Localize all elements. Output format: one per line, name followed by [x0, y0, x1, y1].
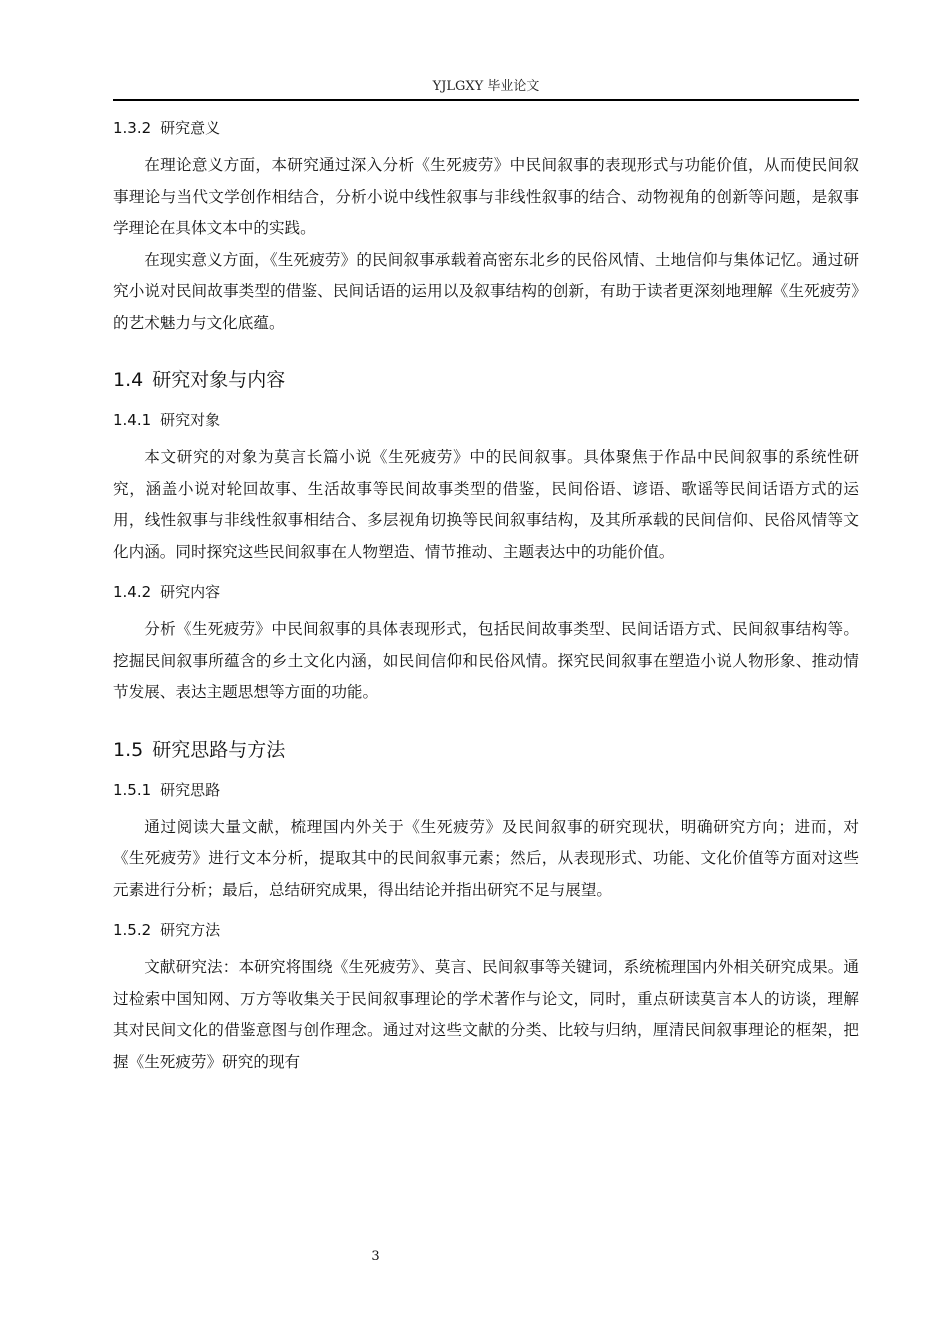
section-number: 1.3.2 — [113, 119, 152, 137]
paragraph: 本文研究的对象为莫言长篇小说《生死疲劳》中的民间叙事。具体聚焦于作品中民间叙事的系统性研究，涵盖小说对轮回故事、生活故事等民间故事类型的借鉴，民间俗语、谚语、歌谣等民间话语方式的运用，线性叙事与非线性叙事相结合、多层视角切换等民间叙事结构，及其所承载的民间信仰、民俗风情等文化内涵。同时探究这些民间叙事在人物塑造、情节推动、主题表达中的功能价值。 — [113, 448, 859, 561]
paragraph: 文献研究法：本研究将围绕《生死疲劳》、莫言、民间叙事等关键词，系统梳理国内外相关研究成果。通过检索中国知网、万方等收集关于民间叙事理论的学术著作与论文，同时，重点研读莫言本人的访谈，理解其对民间文化的借鉴意图与创作理念。通过对这些文献的分类、比较与归纳，厘清民间叙事理论的框架，把握《生死疲劳》研究的现有 — [113, 958, 859, 1071]
paragraph: 通过阅读大量文献，梳理国内外关于《生死疲劳》及民间叙事的研究现状，明确研究方向；进而，对《生死疲劳》进行文本分析，提取其中的民间叙事元素；然后，从表现形式、功能、文化价值等方面对这些元素进行分析；最后，总结研究成果，得出结论并指出研究不足与展望。 — [113, 817, 859, 899]
section-heading-1-4-1 — [113, 408, 859, 432]
paragraph: 分析《生死疲劳》中民间叙事的具体表现形式，包括民间故事类型、民间话语方式、民间叙事结构等。挖掘民间叙事所蕴含的乡土文化内涵，如民间信仰和民俗风情。探究民间叙事在塑造小说人物形象、推动情节发展、表达主题思想等方面的功能。 — [113, 620, 859, 701]
section-number: 1.4 — [113, 369, 144, 391]
header-rule — [113, 99, 859, 101]
section-number: 1.5.1 — [113, 780, 152, 799]
section-heading-1-5 — [113, 736, 859, 764]
paragraph: 在理论意义方面，本研究通过深入分析《生死疲劳》中民间叙事的表现形式与功能价值，从而使民间叙事理论与当代文学创作相结合，分析小说中线性叙事与非线性叙事的结合、动物视角的创新等问题，是叙事学理论在具体文本中的实践。 — [113, 156, 859, 237]
section-number: 1.5.2 — [113, 921, 152, 939]
section-heading-1-3-2 — [113, 116, 859, 140]
section-title: 研究对象与内容 — [152, 369, 286, 391]
paragraph: 在现实意义方面，《生死疲劳》的民间叙事承载着高密东北乡的民俗风情、土地信仰与集体记忆。通过研究小说对民间故事类型的借鉴、民间话语的运用以及叙事结构的创新，有助于读者更深刻地理解《生死疲劳》的艺术魅力与文化底蕴。 — [113, 250, 859, 332]
page-header: YJLGXY 毕业论文 — [432, 79, 540, 94]
section-heading-1-4-2 — [113, 580, 859, 604]
page-number: 3 — [371, 1249, 380, 1264]
section-title: 研究内容 — [160, 583, 221, 601]
section-title: 研究思路与方法 — [152, 738, 286, 761]
section-title: 研究思路 — [160, 780, 221, 799]
section-heading-1-5-1 — [113, 778, 859, 802]
section-title: 研究对象 — [160, 411, 221, 429]
section-heading-1-5-2 — [113, 918, 859, 942]
section-number: 1.4.1 — [113, 411, 152, 429]
section-heading-1-4 — [113, 366, 859, 394]
section-title: 研究方法 — [160, 921, 221, 939]
section-number: 1.4.2 — [113, 583, 152, 601]
section-number: 1.5 — [113, 738, 144, 761]
page-body — [113, 116, 859, 1078]
section-title: 研究意义 — [160, 119, 221, 137]
